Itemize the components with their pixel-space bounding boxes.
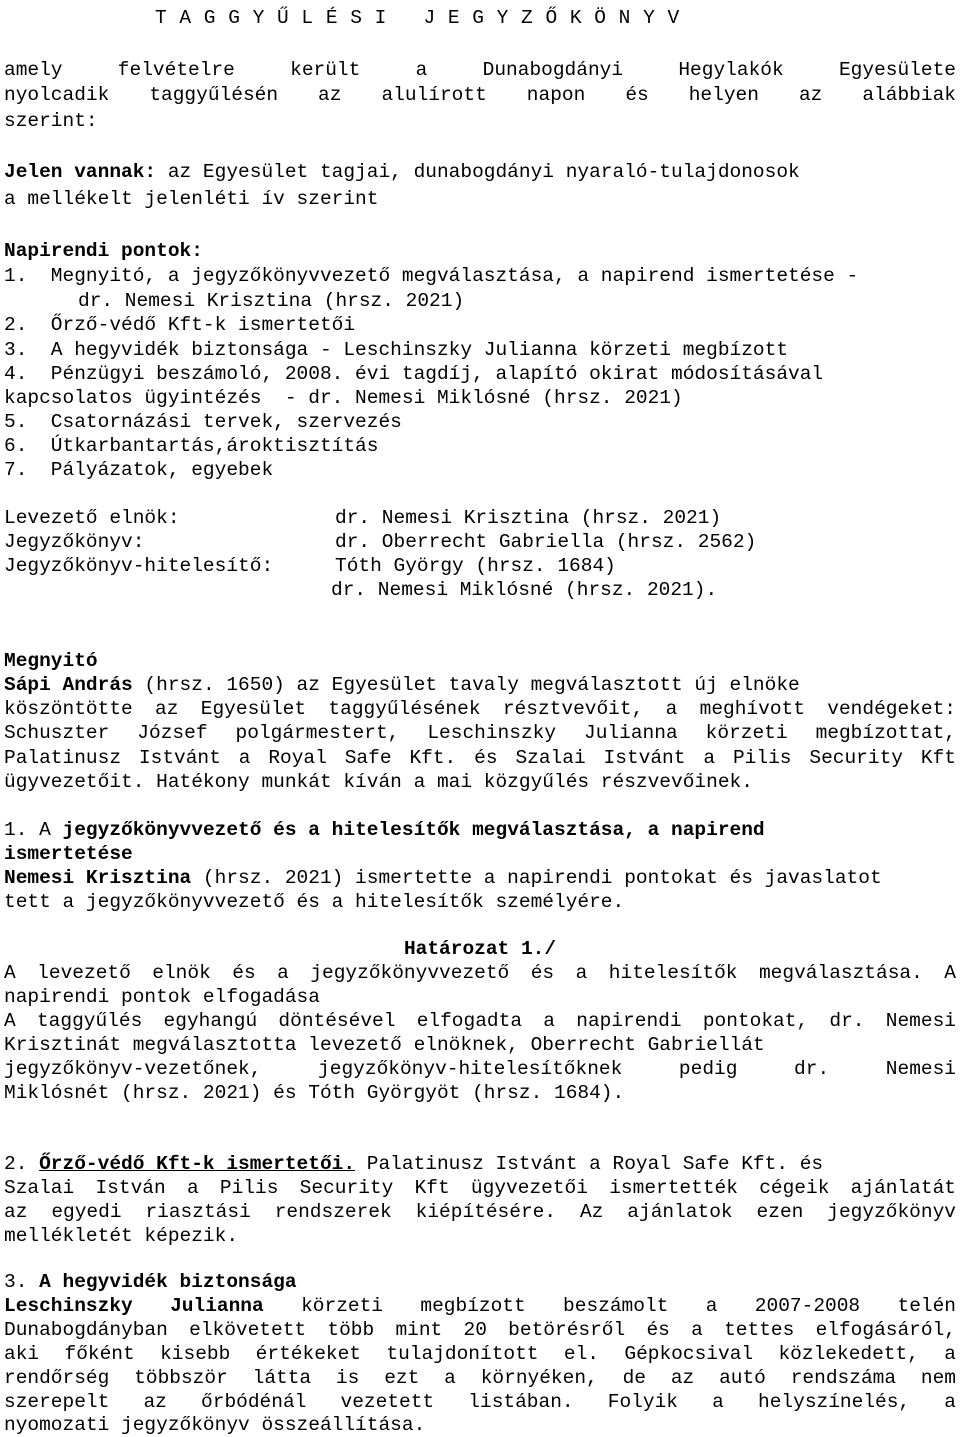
- section3-heading: 3. A hegyvidék biztonsága: [4, 1271, 297, 1293]
- agenda-item-7: 7. Pályázatok, egyebek: [4, 459, 274, 481]
- section3-line-3: aki főként kisebb értékeket tulajdonított el. Gépkocsival közlekedett, a: [4, 1343, 956, 1365]
- agenda-item-6: 6. Útkarbantartás,ároktisztítás: [4, 435, 379, 457]
- resolution1-line-5: jegyzőkönyv-vezetőnek, jegyzőkönyv-hitelesítőknek pedig dr. Nemesi: [4, 1058, 956, 1080]
- resolution1-line-3: A taggyűlés egyhangú döntésével elfogadta a napirendi pontokat, dr. Nemesi: [4, 1010, 956, 1032]
- resolution1-title: Határozat 1./: [403, 938, 557, 960]
- role-chair-value: dr. Nemesi Krisztina (hrsz. 2021): [335, 507, 722, 529]
- agenda-item-5: 5. Csatornázási tervek, szervezés: [4, 411, 402, 433]
- resolution1-line-2: napirendi pontok elfogadása: [4, 986, 320, 1008]
- opening-name: Sápi András: [4, 674, 133, 696]
- section3-line-6: nyomozati jegyzőkönyv összeállítása.: [4, 1414, 426, 1436]
- section3-line-5: szerepelt az őrbódénál vezetett listában. Folyik a helyszínelés, a: [4, 1391, 956, 1413]
- section2-line-1: 2. Őrző-védő Kft-k ismertetői. Palatinusz Istvánt a Royal Safe Kft. és: [4, 1153, 824, 1175]
- intro-line-1: amely felvételre került a Dunabogdányi Hegylakók Egyesülete: [4, 59, 956, 81]
- section2-line-4: mellékletét képezik.: [4, 1225, 239, 1247]
- section2-line-3: az egyedi riasztási rendszerek kiépítésére. Az ajánlatok ezen jegyzőkönyv: [4, 1201, 956, 1223]
- section3-line-2: Dunabogdányban elkövetett több mint 20 betörésről és a tettes elfogásáról,: [4, 1319, 956, 1341]
- role-minutes-label: Jegyzőkönyv:: [4, 531, 145, 553]
- resolution1-line-6: Miklósnét (hrsz. 2021) és Tóth Györgyöt (hrsz. 1684).: [4, 1082, 625, 1104]
- document-title: T A G G Y Ű L É S I J E G Y Z Ő K Ö N Y V: [155, 7, 680, 29]
- agenda-item-1-cont: dr. Nemesi Krisztina (hrsz. 2021): [78, 290, 465, 312]
- role-chair: [4, 506, 956, 530]
- opening-heading: Megnyitó: [4, 650, 98, 672]
- intro-line-2: nyolcadik taggyűlésén az alulírott napon és helyen az alábbiak: [4, 84, 956, 106]
- present-line-2: a mellékelt jelenléti ív szerint: [4, 188, 379, 210]
- role-authenticator-value-2: dr. Nemesi Miklósné (hrsz. 2021).: [331, 579, 718, 601]
- role-authenticator-label: Jegyzőkönyv-hitelesítő:: [4, 555, 274, 577]
- agenda-item-3: 3. A hegyvidék biztonsága - Leschinszky Julianna körzeti megbízott: [4, 339, 789, 361]
- section2-heading: Őrző-védő Kft-k ismertetői.: [39, 1153, 356, 1175]
- agenda-item-1: 1. Megnyitó, a jegyzőkönyvvezető megválasztása, a napirend ismertetése -: [4, 265, 859, 287]
- role-minutes: [4, 530, 956, 554]
- section3-name: Leschinszky Julianna: [4, 1295, 264, 1317]
- section1-heading: 1. A jegyzőkönyvvezető és a hitelesítők megválasztása, a napirend: [4, 819, 765, 841]
- opening-line-4: Palatinusz Istvánt a Royal Safe Kft. és Szalai Istvánt a Pilis Security Kft: [4, 747, 956, 769]
- present-text: az Egyesület tagjai, dunabogdányi nyaraló-tulajdonosok: [156, 161, 800, 183]
- section1-line-2: tett a jegyzőkönyvvezető és a hitelesítők személyére.: [4, 891, 625, 913]
- opening-line-3: Schuszter József polgármestert, Leschinszky Julianna körzeti megbízottat,: [4, 722, 956, 744]
- role-minutes-value: dr. Oberrecht Gabriella (hrsz. 2562): [335, 531, 757, 553]
- agenda-heading: Napirendi pontok:: [4, 240, 203, 262]
- section1-line-1: Nemesi Krisztina (hrsz. 2021) ismertette a napirendi pontokat és javaslatot: [4, 867, 882, 889]
- opening-line-5: ügyvezetőit. Hatékony munkát kíván a mai közgyűlés részvevőinek.: [4, 771, 753, 793]
- resolution1-line-4: Krisztinát megválasztotta levezető elnöknek, Oberrecht Gabriellát: [4, 1034, 765, 1056]
- section1-name: Nemesi Krisztina: [4, 867, 192, 889]
- role-chair-label: Levezető elnök:: [4, 507, 180, 529]
- agenda-item-2: 2. Őrző-védő Kft-k ismertetői: [4, 314, 356, 336]
- opening-line-2: köszöntötte az Egyesület taggyűlésének résztvevőit, a meghívott vendégeket:: [4, 698, 956, 720]
- section1-heading-cont: ismertetése: [4, 843, 133, 865]
- present-label: Jelen vannak:: [4, 161, 157, 183]
- intro-line-3: szerint:: [4, 110, 98, 132]
- agenda-item-4-cont: kapcsolatos ügyintézés - dr. Nemesi Miklósné (hrsz. 2021): [4, 387, 683, 409]
- opening-line-1: Sápi András (hrsz. 1650) az Egyesület tavaly megválasztott új elnöke: [4, 674, 800, 696]
- role-authenticator-value-1: Tóth György (hrsz. 1684): [335, 555, 616, 577]
- section2-line-2: Szalai István a Pilis Security Kft ügyvezetői ismertették cégeik ajánlatát: [4, 1177, 956, 1199]
- section3-line-1: Leschinszky Julianna körzeti megbízott beszámolt a 2007-2008 telén: [4, 1295, 956, 1317]
- resolution1-line-1: A levezető elnök és a jegyzőkönyvvezető és a hitelesítők megválasztása. A: [4, 962, 956, 984]
- section3-line-4: rendőrség többször látta is ezt a környéken, de az autó rendszáma nem: [4, 1367, 956, 1389]
- agenda-item-4: 4. Pénzügyi beszámoló, 2008. évi tagdíj, alapító okirat módosításával: [4, 363, 824, 385]
- present-line-1: [4, 160, 956, 184]
- role-authenticator: [4, 554, 956, 578]
